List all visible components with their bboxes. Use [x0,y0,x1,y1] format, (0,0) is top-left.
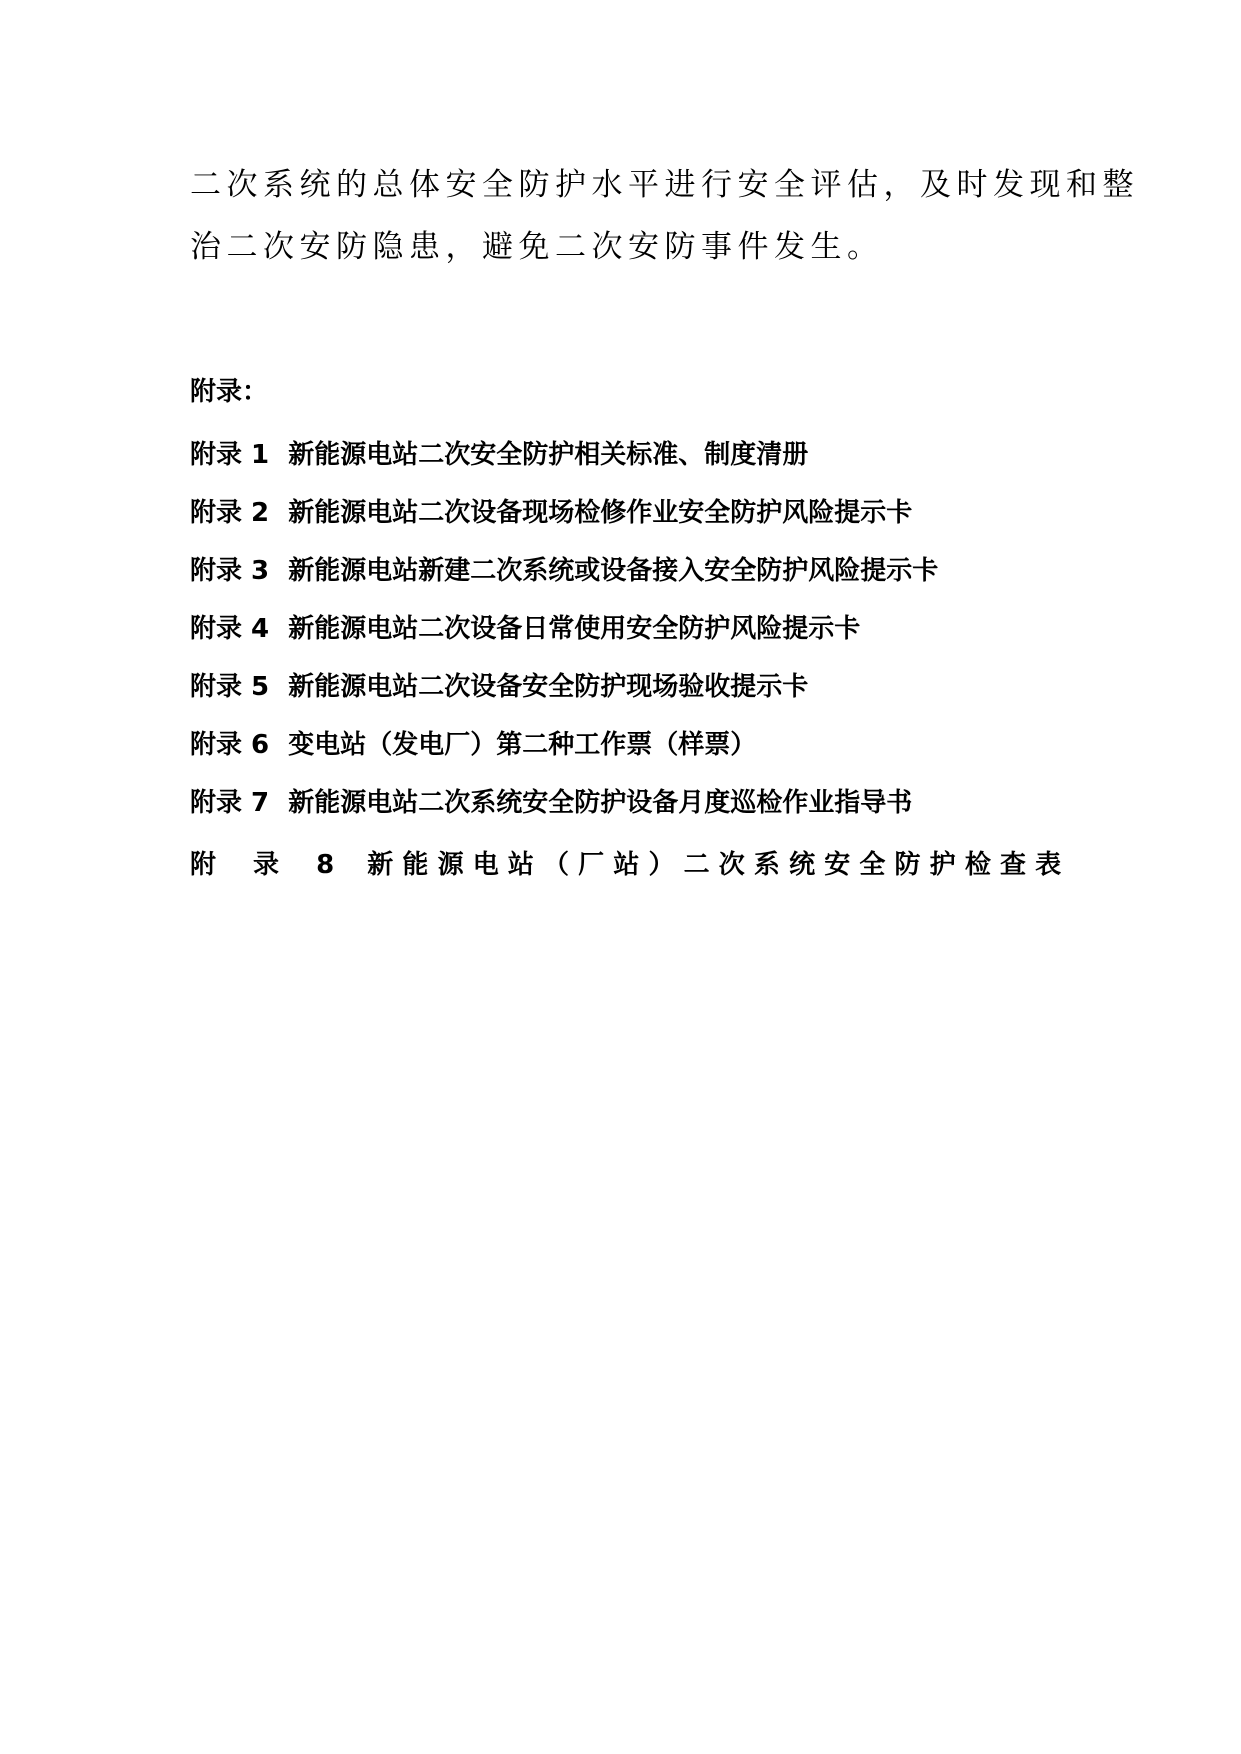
appendix-list [190,437,1071,905]
appendix-item-title: 新能源电站新建二次系统或设备接入安全防护风险提示卡 [288,556,939,586]
appendix-item-title: 变电站（发电厂）第二种工作票（样票） [288,730,757,760]
appendix-item-label: 附 录 8 [190,850,349,880]
appendix-item-label: 附录 7 [190,788,270,818]
appendix-item-title: 新能源电站二次设备现场检修作业安全防护风险提示卡 [288,498,913,528]
appendix-item-title: 新能源电站二次设备日常使用安全防护风险提示卡 [288,614,861,644]
body-paragraph-line-1: 二次系统的总体安全防护水平进行安全评估，及时发现和整 [190,167,1139,203]
appendix-item-2 [190,495,1060,553]
body-paragraph-line-2: 治二次安防隐患，避免二次安防事件发生。 [190,229,884,265]
appendix-item-label: 附录 4 [190,614,270,644]
appendix-item-label: 附录 5 [190,672,270,702]
appendix-item-7 [190,785,1060,843]
appendix-item-4 [190,611,1060,669]
appendix-item-title: 新能源电站二次安全防护相关标准、制度清册 [288,440,809,470]
appendix-item-label: 附录 1 [190,440,270,470]
appendix-item-5 [190,669,1060,727]
appendix-item-1 [190,437,1060,495]
appendix-item-6 [190,727,1060,785]
appendix-item-title: 新能源电站二次系统安全防护设备月度巡检作业指导书 [288,788,913,818]
appendix-item-title: 新能源电站（厂站）二次系统安全防护检查表 [367,850,1071,880]
appendix-item-label: 附录 3 [190,556,270,586]
appendix-item-3 [190,553,1060,611]
appendix-heading: 附录： [190,377,269,407]
appendix-item-label: 附录 6 [190,730,270,760]
appendix-item-title: 新能源电站二次设备安全防护现场验收提示卡 [288,672,809,702]
appendix-item-8 [190,843,1071,905]
appendix-item-label: 附录 2 [190,498,270,528]
